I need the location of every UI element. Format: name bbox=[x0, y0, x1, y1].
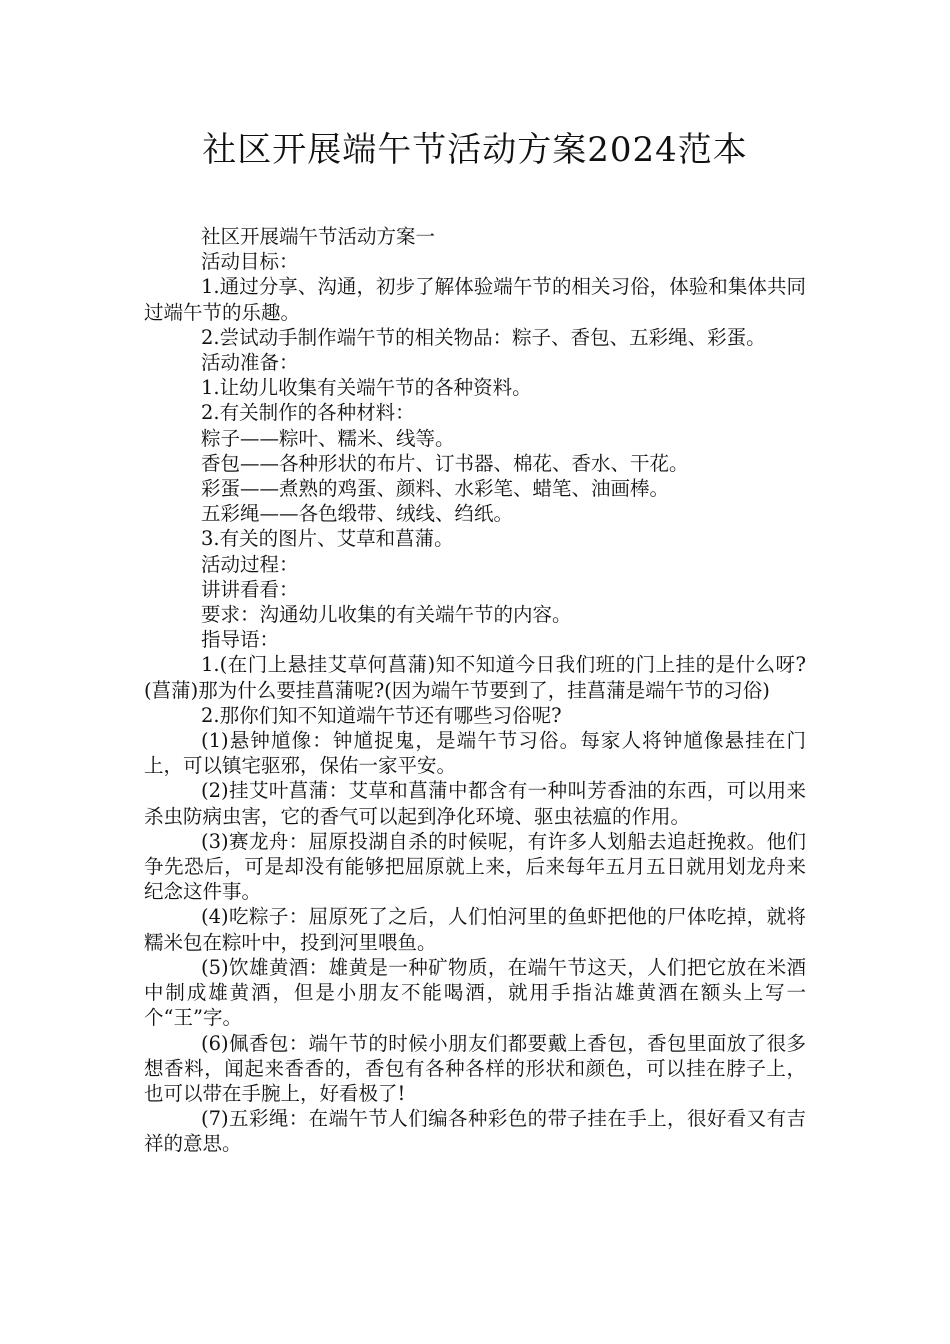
paragraph: 1.让幼儿收集有关端午节的各种资料。 bbox=[201, 376, 532, 400]
document-title: 社区开展端午节活动方案2024范本 bbox=[202, 130, 748, 170]
paragraph: 讲讲看看： bbox=[201, 577, 299, 601]
document-body bbox=[144, 224, 806, 1157]
paragraph: (5)饮雄黄酒：雄黄是一种矿物质，在端午节这天，人们把它放在米酒中制成雄黄酒，但是小朋友不能喝酒，就用手指沾雄黄酒在额头上写一个“王”字。 bbox=[144, 955, 806, 1030]
paragraph: 活动准备： bbox=[201, 351, 299, 375]
paragraph: 要求：沟通幼儿收集的有关端午节的内容。 bbox=[201, 603, 572, 627]
paragraph: (7)五彩绳：在端午节人们编各种彩色的带子挂在手上，很好看又有吉祥的意思。 bbox=[144, 1107, 806, 1156]
paragraph: (3)赛龙舟：屈原投湖自杀的时候呢，有许多人划船去追赶挽救。他们争先恐后，可是却没有能够把屈原就上来，后来每年五月五日就用划龙舟来纪念这件事。 bbox=[144, 829, 806, 904]
paragraph: 五彩绳——各色缎带、绒线、绉纸。 bbox=[201, 502, 514, 526]
paragraph: 2.有关制作的各种材料： bbox=[201, 401, 415, 425]
paragraph: 粽子——粽叶、糯米、线等。 bbox=[201, 426, 455, 450]
paragraph: 香包——各种形状的布片、订书器、棉花、香水、干花。 bbox=[201, 451, 689, 475]
paragraph: (6)佩香包：端午节的时候小朋友们都要戴上香包，香包里面放了很多想香料，闻起来香香的，香包有各种各样的形状和颜色，可以挂在脖子上，也可以带在手腕上，好看极了! bbox=[144, 1031, 806, 1105]
paragraph: (1)悬钟馗像：钟馗捉鬼，是端午节习俗。每家人将钟馗像悬挂在门上，可以镇宅驱邪，保佑一家平安。 bbox=[144, 729, 806, 778]
paragraph: 活动过程： bbox=[201, 552, 299, 576]
paragraph: 活动目标： bbox=[201, 250, 299, 274]
paragraph: 2.尝试动手制作端午节的相关物品：粽子、香包、五彩绳、彩蛋。 bbox=[201, 325, 766, 349]
paragraph: 彩蛋——煮熟的鸡蛋、颜料、水彩笔、蜡笔、油画棒。 bbox=[201, 477, 670, 501]
paragraph: 3.有关的图片、艾草和菖蒲。 bbox=[201, 527, 454, 551]
paragraph: (2)挂艾叶菖蒲：艾草和菖蒲中都含有一种叫芳香油的东西，可以用来杀虫防病虫害，它的香气可以起到净化环境、驱虫祛瘟的作用。 bbox=[144, 779, 806, 828]
paragraph: 指导语： bbox=[201, 628, 280, 652]
paragraph: (4)吃粽子：屈原死了之后，人们怕河里的鱼虾把他的尸体吃掉，就将糯米包在粽叶中，投到河里喂鱼。 bbox=[144, 905, 806, 954]
paragraph: 1.通过分享、沟通，初步了解体验端午节的相关习俗，体验和集体共同过端午节的乐趣。 bbox=[144, 275, 806, 324]
paragraph: 2.那你们知不知道端午节还有哪些习俗呢? bbox=[201, 703, 562, 727]
paragraph: 1.(在门上悬挂艾草何菖蒲)知不知道今日我们班的门上挂的是什么呀?(菖蒲)那为什么要挂菖蒲呢?(因为端午节要到了，挂菖蒲是端午节的习俗) bbox=[144, 653, 806, 702]
section-heading: 社区开展端午节活动方案一 bbox=[201, 225, 436, 248]
